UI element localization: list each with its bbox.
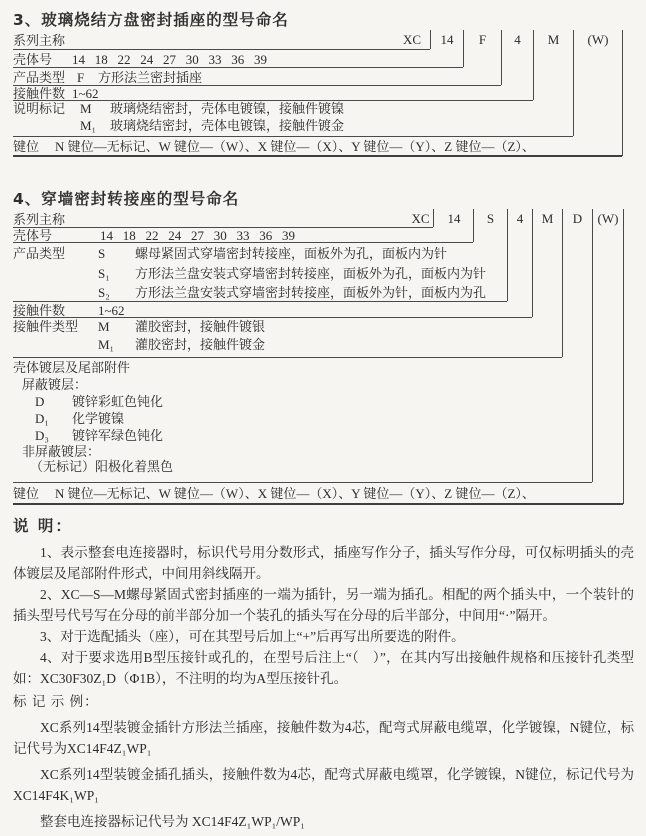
s4-contact-type-code-2: M₁: [98, 337, 115, 352]
s4-shield-label: 屏蔽镀层：: [22, 377, 88, 392]
s4-code-field-contacts: 4: [516, 211, 524, 226]
riser-line: [533, 30, 534, 100]
example-item-2: XC系列14型装镀金插孔插头，接触件数为4芯，配弯式屏蔽电缆罩，化学镀镍，N键位，标记代号为XC14F4K₁WP₁: [13, 767, 634, 803]
s4-product-desc-1: 螺母紧固式穿墙密封转接座，面板外为孔，面板内为针: [135, 246, 448, 261]
s4-shield-desc-1: 镀锌彩虹色钝化: [72, 394, 164, 409]
s3-code-field-series: XC: [402, 32, 422, 47]
s3-code-field-contacts: 4: [514, 32, 521, 47]
rule-line: [13, 155, 622, 157]
s4-shield-code-3: D₃: [35, 428, 49, 443]
s3-mark-desc-1: 玻璃烧结密封，壳体电镀镍，接触件镀镍: [110, 101, 345, 116]
riser-line: [622, 30, 623, 156]
s4-shell-label: 壳体号: [13, 228, 53, 243]
s3-product-label: 产品类型: [13, 70, 66, 85]
note-item-1: 1、表示整套电连接器时，标识代号用分数形式，插座写作分子，插头写作分母，可仅标明插头的壳体镀层及尾部附件形式，中间用斜线隔开。: [13, 545, 634, 581]
s4-contact-type-desc-2: 灌胶密封，接触件镀金: [135, 337, 266, 352]
s3-shell-values: 14 18 22 24 27 30 33 36 39: [72, 52, 267, 67]
s3-mark-code-2: M₁: [80, 118, 97, 133]
s4-product-desc-2: 方形法兰盘安装式穿墙密封转接座，面板外为孔，面板内为针: [135, 266, 487, 281]
riser-line: [463, 30, 464, 67]
notes-section: [13, 514, 634, 832]
s4-key-label: 键位: [13, 486, 40, 501]
riser-line: [592, 209, 593, 482]
example-item-3: 整套电连接器标记代号为 XC14F4Z₁WP₁/WP₁: [40, 814, 306, 829]
s3-contacts-label: 接触件数: [13, 86, 66, 101]
s4-product-code-2: S₁: [98, 266, 110, 281]
example-heading: 标 记 示 例：: [13, 694, 99, 709]
s4-code-field-shell: 14: [447, 211, 461, 226]
s4-shield-code-2: D₁: [35, 411, 49, 426]
note-item-3: 3、对于选配插头（座），可在其型号后加上“+”后再写出所要选的附件。: [40, 629, 465, 644]
s4-product-code-1: S: [98, 246, 106, 261]
s4-code-field-series: XC: [411, 211, 430, 226]
riser-line: [507, 209, 508, 301]
s4-shield-code-1: D: [35, 394, 45, 409]
s4-contacts-label: 接触件数: [13, 303, 66, 318]
s4-product-desc-3: 方形法兰盘安装式穿墙密封转接座，面板外为针，面板内为孔: [135, 285, 487, 300]
s4-contact-type-label: 接触件类型: [13, 319, 79, 334]
s4-key-text: N 键位—无标记、W 键位—（W）、X 键位—（X）、Y 键位—（Y）、Z 键位—（Z）、: [55, 486, 535, 501]
s3-key-label: 键位: [13, 139, 40, 154]
s3-product-code: F: [77, 70, 85, 85]
s3-contacts-value: 1~62: [72, 86, 99, 101]
s4-code-field-product: S: [486, 211, 495, 226]
note-item-2: 2、XC—S—M螺母紧固式密封插座的一端为插针，另一端为插孔。相配的两个插头中，一个装针的插头型号代号写在分母的前半部分加一个装孔的插头写在分母的后半部分，中间用“·”隔开。: [13, 587, 634, 623]
note-item-4: 4、对于要求选用B型压接针或孔的，在型号后注上“（ ）”，在其内写出接触件规格和压接针孔类型如：XC30F30Z₁D（Φ1B），不注明的均为A型压接针孔。: [13, 650, 634, 686]
rule-line: [13, 357, 562, 358]
s4-code-field-plating: D: [572, 211, 583, 226]
s4-code-field-contacttype: M: [541, 211, 554, 226]
s4-plating-label: 壳体镀层及尾部附件: [13, 360, 131, 375]
s4-shield-desc-2: 化学镀镍: [72, 411, 125, 426]
riser-line: [532, 209, 533, 317]
rule-line: [13, 503, 623, 505]
riser-line: [430, 30, 431, 49]
rule-line: [13, 317, 532, 318]
s3-key-text: N 键位—无标记、W 键位—（W）、X 键位—（X）、Y 键位—（Y）、Z 键位—（Z）、: [55, 139, 535, 154]
s3-code-field-mark: M: [547, 32, 560, 47]
s3-code-field-product: F: [478, 32, 487, 47]
s3-mark-code-1: M: [80, 101, 92, 116]
s3-shell-label: 壳体号: [13, 52, 53, 67]
rule-line: [13, 482, 592, 483]
s4-product-code-3: S₂: [98, 285, 110, 300]
s4-code-field-key: (W): [597, 211, 619, 226]
example-item-1: XC系列14型装镀金插针方形法兰插座，接触件数为4芯，配弯式屏蔽电缆罩，化学镀镍，N键位，标记代号为XC14F4Z₁WP₁: [13, 720, 634, 756]
s3-product-desc: 方形法兰密封插座: [98, 70, 203, 85]
s4-contact-type-code-1: M: [98, 319, 110, 334]
s4-shield-desc-3: 镀锌军绿色钝化: [72, 428, 164, 443]
riser-line: [573, 30, 574, 136]
rule-line: [13, 301, 507, 302]
s3-series-label: 系列主称: [13, 33, 66, 48]
rule-line: [13, 136, 573, 137]
riser-line: [433, 209, 434, 227]
riser-line: [623, 209, 624, 504]
section3-title: 3、玻璃烧结方盘密封插座的型号命名: [13, 11, 289, 29]
riser-line: [562, 209, 563, 357]
riser-line: [501, 30, 502, 85]
s3-mark-desc-2: 玻璃烧结密封，壳体电镀镍，接触件镀金: [110, 118, 345, 133]
rule-line: [13, 67, 463, 68]
s4-nonshield-label: 非屏蔽镀层：: [22, 444, 101, 459]
s4-series-label: 系列主称: [13, 212, 66, 227]
s4-nonshield-value: （无标记）阳极化着黑色: [30, 459, 174, 474]
notes-heading: 说 明：: [13, 517, 73, 535]
s3-code-field-key: (W): [587, 32, 609, 47]
s4-contacts-value: 1~62: [98, 303, 125, 318]
s4-shell-values: 14 18 22 24 27 30 33 36 39: [100, 228, 295, 243]
riser-line: [473, 209, 474, 242]
rule-line: [13, 49, 430, 50]
s3-code-field-shell: 14: [440, 32, 454, 47]
s4-product-label: 产品类型: [13, 246, 66, 261]
s4-contact-type-desc-1: 灌胶密封，接触件镀银: [135, 319, 266, 334]
s3-mark-label: 说明标记: [13, 101, 66, 116]
section4-title: 4、穿墙密封转接座的型号命名: [13, 190, 240, 208]
